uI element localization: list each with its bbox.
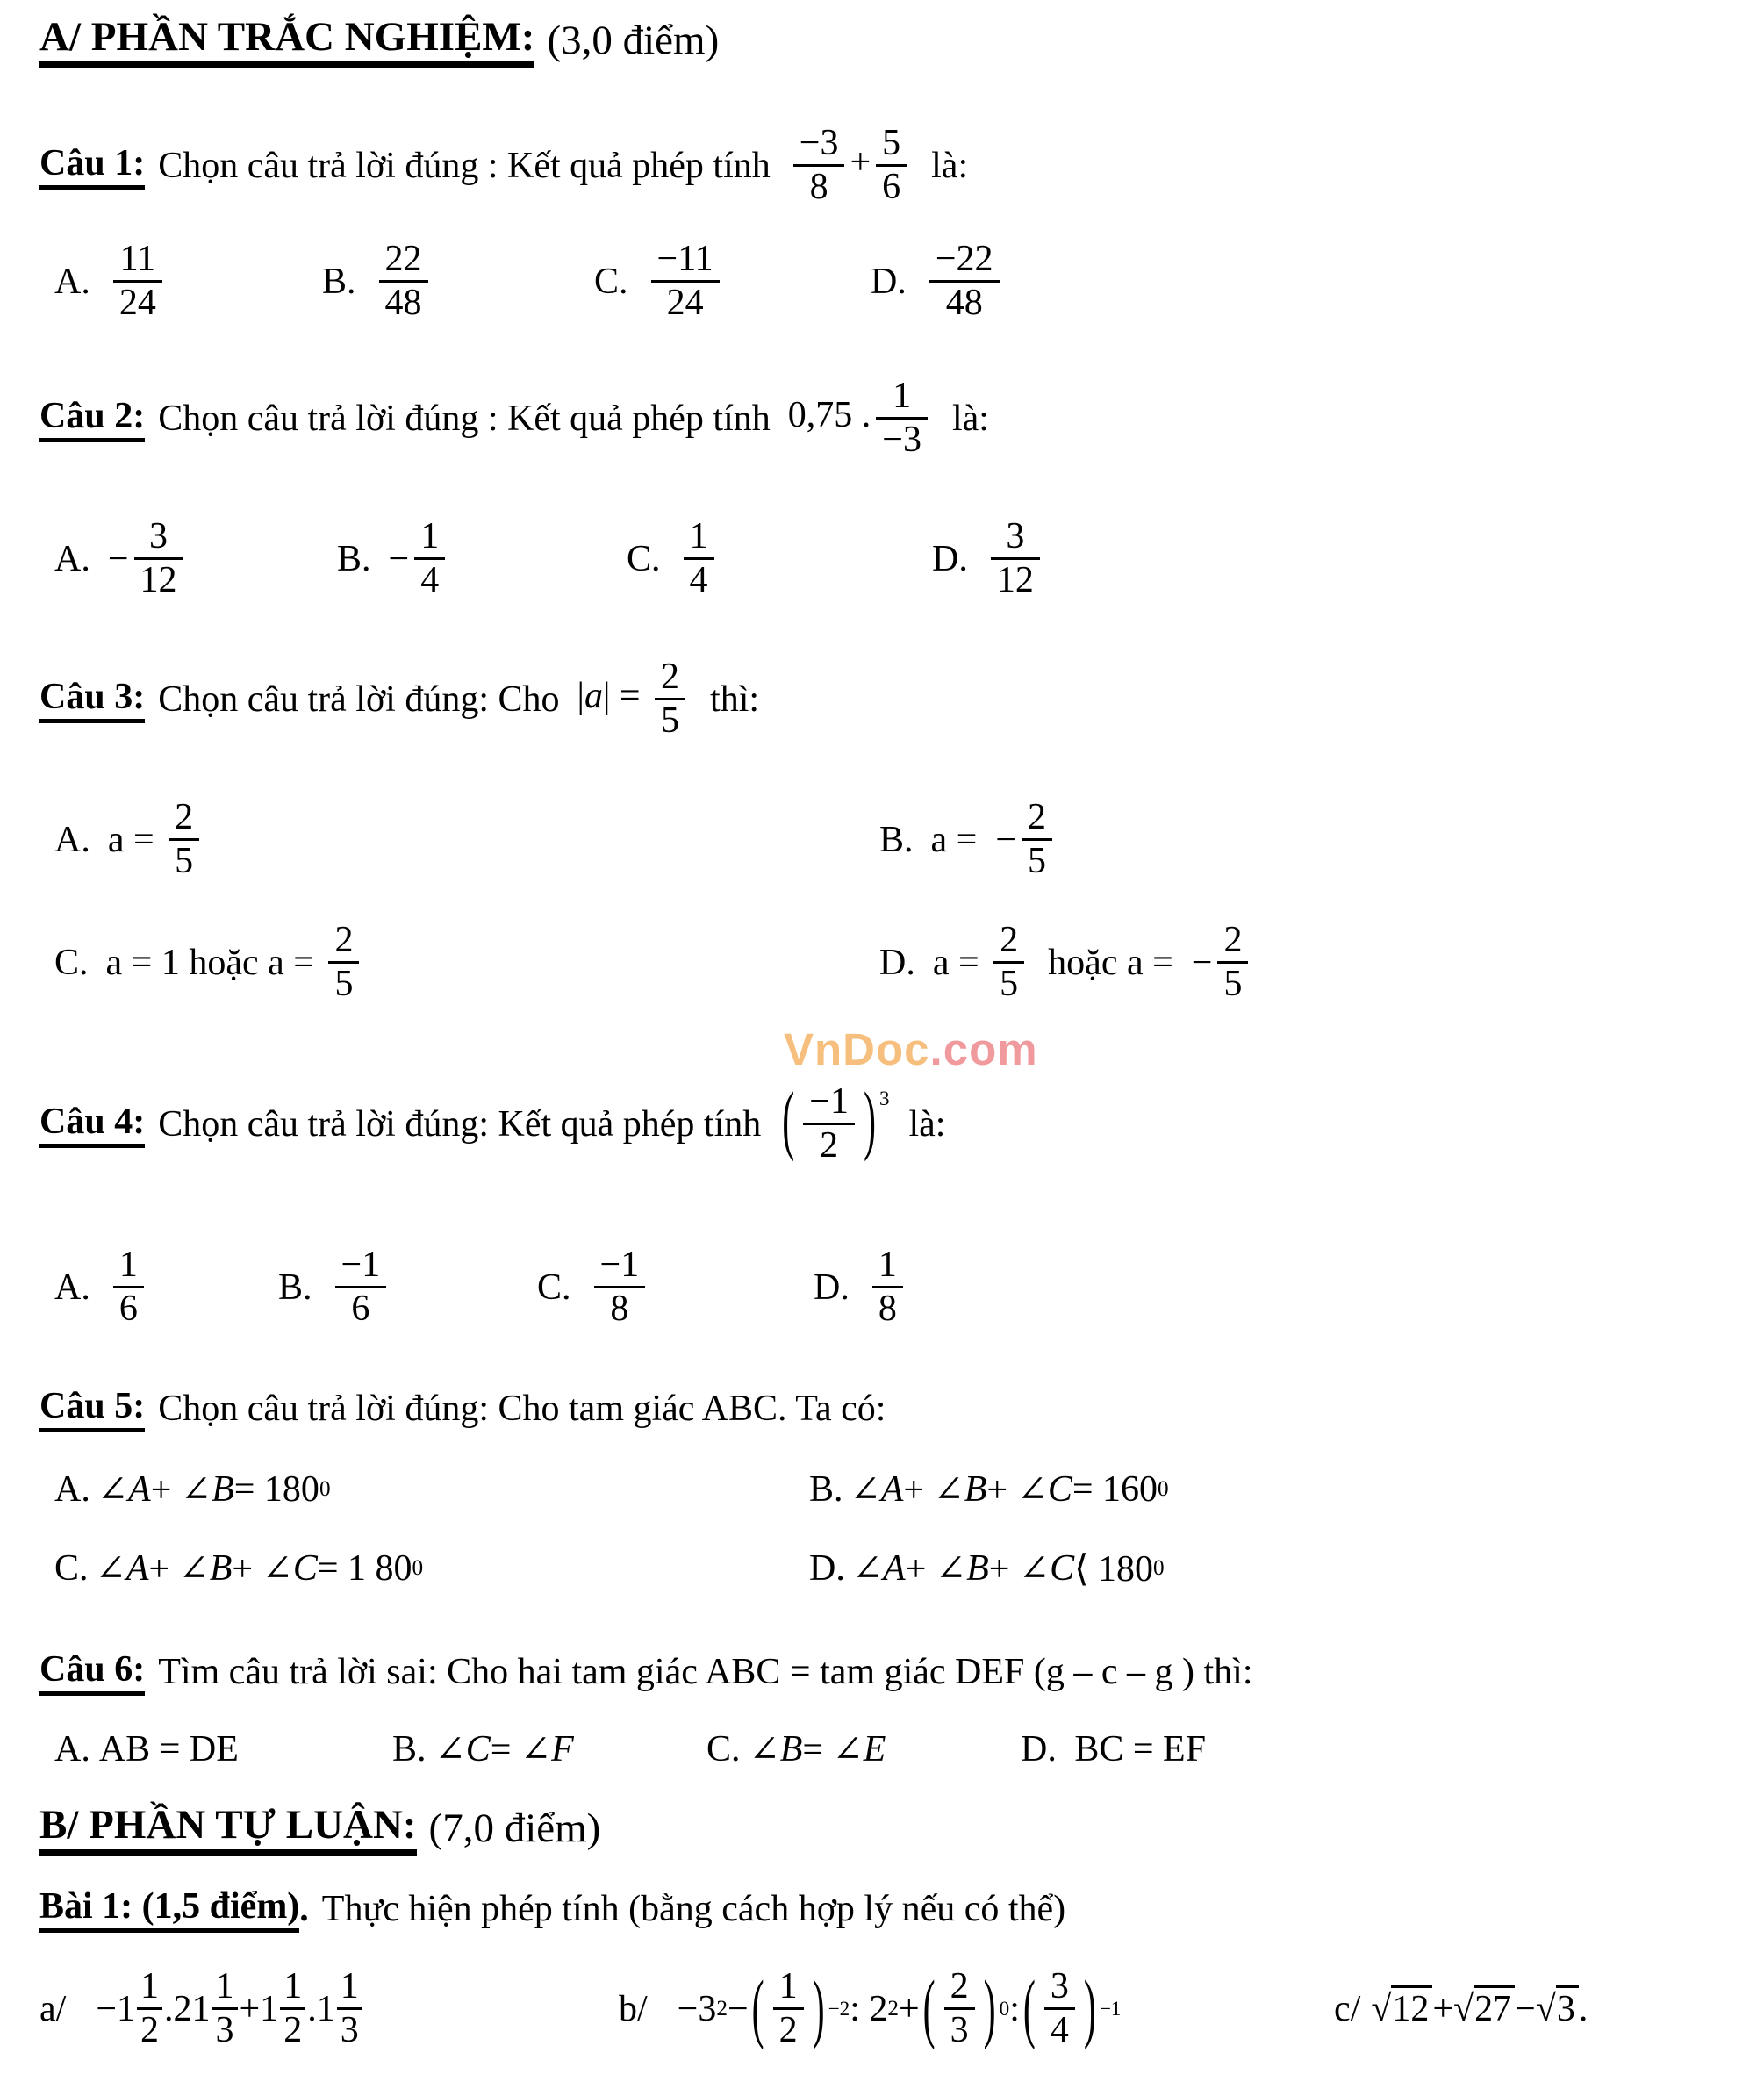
section-a-heading	[39, 13, 719, 68]
option-2d	[932, 516, 1045, 601]
question-1-label: Câu 1:	[39, 142, 145, 190]
option-letter: D.	[809, 1548, 845, 1589]
section-b-title: B/ PHẦN TỰ LUẬN:	[39, 1801, 417, 1856]
watermark-part1: VnDoc	[784, 1024, 930, 1074]
option-letter: D.	[871, 261, 907, 302]
option-3a	[54, 797, 879, 882]
option-letter: B.	[322, 261, 356, 302]
option-letter: C.	[537, 1267, 571, 1308]
bai1-text: Thực hiện phép tính (bằng cách hợp lý nếu có thể)	[321, 1889, 1066, 1929]
option-5a	[54, 1468, 809, 1511]
bai1-label: Bài 1: (1,5 điểm)	[39, 1885, 299, 1933]
question-6	[39, 1648, 1253, 1696]
bai1-expressions	[39, 1966, 1746, 2051]
question-2-options	[54, 516, 1045, 601]
question-1-text: Chọn câu trả lời đúng : Kết quả phép tính	[158, 145, 771, 186]
section-a-points: (3,0 điểm)	[547, 18, 720, 63]
option-1d	[871, 239, 1005, 324]
option-letter: A.	[54, 1729, 90, 1769]
option-letter: A.	[54, 1267, 90, 1308]
option-5c	[54, 1547, 809, 1590]
bai1-dot: .	[299, 1889, 309, 1929]
question-6-options	[54, 1727, 1206, 1771]
vndoc-watermark	[784, 1023, 1038, 1075]
question-3	[39, 657, 759, 742]
option-1c	[594, 239, 871, 324]
option-value: 22 48	[374, 239, 434, 324]
option-5b	[809, 1468, 1169, 1511]
question-4-text: Chọn câu trả lời đúng: Kết quả phép tính	[158, 1103, 762, 1145]
option-value: 1 8	[867, 1245, 908, 1330]
question-5-label: Câu 5:	[39, 1385, 145, 1432]
bai1-heading	[39, 1885, 1065, 1933]
question-3-post: thì:	[710, 678, 760, 720]
question-4-label: Câu 4:	[39, 1101, 145, 1148]
option-6c	[706, 1727, 1021, 1771]
option-value: 11 24	[108, 239, 168, 324]
option-value: ∠ C = ∠ F	[434, 1729, 574, 1770]
option-letter: A.	[54, 1469, 90, 1510]
question-1-math: $\frac{-3}{8}$ + $\frac{5}{6}$	[788, 123, 912, 208]
question-2-text: Chọn câu trả lời đúng : Kết quả phép tính	[158, 398, 771, 439]
option-4c	[537, 1245, 814, 1330]
option-letter: C.	[54, 942, 89, 983]
option-letter: B.	[392, 1729, 427, 1769]
question-1-post: là:	[931, 145, 969, 186]
option-letter: C.	[54, 1548, 89, 1589]
option-6b	[392, 1727, 706, 1771]
section-a-title: A/ PHẦN TRẮC NGHIỆM:	[39, 13, 534, 68]
option-5d	[809, 1547, 1165, 1590]
expression-c	[1334, 1988, 1588, 2030]
option-letter: D.	[879, 942, 915, 983]
option-value: −11 24	[646, 239, 725, 324]
option-letter: B.	[879, 819, 914, 860]
expression-c-label: c/	[1334, 1988, 1361, 2029]
question-5-options-cd	[54, 1547, 1165, 1590]
option-4b	[278, 1245, 537, 1330]
question-2-label: Câu 2:	[39, 395, 145, 442]
option-value: ∠ A + ∠ B + ∠ C ⟨ 180 0	[851, 1548, 1165, 1590]
option-3d	[879, 920, 1253, 1005]
option-2a	[54, 516, 337, 601]
question-2-math: 0,75 . $\frac{1}{-3}$	[788, 376, 933, 461]
option-letter: B.	[278, 1267, 312, 1308]
question-6-label: Câu 6:	[39, 1648, 145, 1696]
question-3-options-cd	[54, 920, 1253, 1005]
option-3b	[879, 797, 1058, 882]
option-letter: A.	[54, 819, 90, 860]
option-2c	[627, 516, 932, 601]
option-value: 1 6	[108, 1245, 149, 1330]
option-value: BC = EF	[1065, 1729, 1207, 1769]
question-3-text: Chọn câu trả lời đúng: Cho	[158, 678, 560, 720]
option-value: − 1 4	[389, 516, 451, 601]
question-3-options-ab	[54, 797, 1058, 882]
question-6-text: Tìm câu trả lời sai: Cho hai tam giác ABC = tam giác DEF (g – c – g ) thì:	[158, 1652, 1253, 1692]
option-value: − 3 12	[108, 516, 189, 601]
option-letter: A.	[54, 538, 90, 579]
option-letter: B.	[809, 1469, 843, 1510]
question-5-text: Chọn câu trả lời đúng: Cho tam giác ABC. Ta có:	[158, 1389, 886, 1429]
option-3c	[54, 920, 879, 1005]
option-2b	[337, 516, 627, 601]
option-letter: B.	[337, 538, 371, 579]
option-letter: C.	[706, 1729, 741, 1769]
question-5-options-ab	[54, 1468, 1169, 1511]
option-letter: D.	[1021, 1729, 1057, 1769]
option-6d	[1021, 1728, 1206, 1770]
question-3-math: |a| = $\frac{2}{5}$	[577, 657, 692, 742]
option-6a	[54, 1728, 392, 1770]
option-value: −1 6	[330, 1245, 392, 1330]
option-1b	[322, 239, 594, 324]
expression-a-label: a/	[39, 1988, 67, 2029]
watermark-part2: .com	[929, 1024, 1038, 1074]
question-2-post: là:	[951, 398, 989, 439]
option-value: 3 12	[986, 516, 1045, 601]
expression-b-label: b/	[619, 1988, 648, 2029]
option-letter: D.	[932, 538, 968, 579]
option-value: 1 4	[678, 516, 720, 601]
expression-a	[39, 1966, 619, 2051]
question-4	[39, 1078, 946, 1166]
option-4a	[54, 1245, 278, 1330]
question-4-options	[54, 1245, 908, 1330]
option-value: a = 2 5	[108, 797, 204, 882]
expression-c-math: √12 + √27 − √3 .	[1371, 1988, 1588, 2030]
question-3-label: Câu 3:	[39, 676, 145, 723]
option-4d	[814, 1245, 908, 1330]
option-letter: C.	[627, 538, 661, 579]
option-value: ∠ A + ∠ B + ∠ C = 1 80 0	[95, 1548, 424, 1590]
option-letter: C.	[594, 261, 628, 302]
option-value: ∠ B = ∠ E	[749, 1729, 886, 1770]
expression-b-math: −3 2 − ( 1 2 ) −2 : 2 2 + ( 2 3 ) 0 : ( 3 4 ) −1	[677, 1966, 1122, 2051]
section-b-heading	[39, 1801, 600, 1856]
option-letter: D.	[814, 1267, 850, 1308]
question-4-math: ( $\frac{-1}{2}$ ) $^3$	[782, 1078, 890, 1166]
option-value: a = − 2 5	[931, 797, 1058, 882]
expression-b	[619, 1966, 1334, 2051]
question-4-post: là:	[908, 1103, 946, 1145]
expression-a-math: −1 1 2 .21 1 3 +1 1 2 .1 1 3	[96, 1966, 363, 2051]
question-1	[39, 123, 968, 208]
option-value: a = 1 hoặc a = 2 5	[106, 920, 365, 1005]
question-2	[39, 376, 989, 461]
option-letter: A.	[54, 261, 90, 302]
option-value: ∠ A + ∠ B + ∠ C = 160 0	[850, 1469, 1169, 1511]
question-5	[39, 1385, 886, 1432]
option-value: −1 8	[589, 1245, 651, 1330]
section-b-points: (7,0 điểm)	[428, 1805, 601, 1851]
question-1-options	[54, 239, 1005, 324]
option-value: AB = DE	[98, 1729, 239, 1769]
option-1a	[54, 239, 322, 324]
option-value: a = 2 5 hoặc a = − 2 5	[933, 920, 1254, 1005]
option-value: −22 48	[924, 239, 1005, 324]
option-value: ∠ A + ∠ B = 180 0	[97, 1469, 331, 1511]
